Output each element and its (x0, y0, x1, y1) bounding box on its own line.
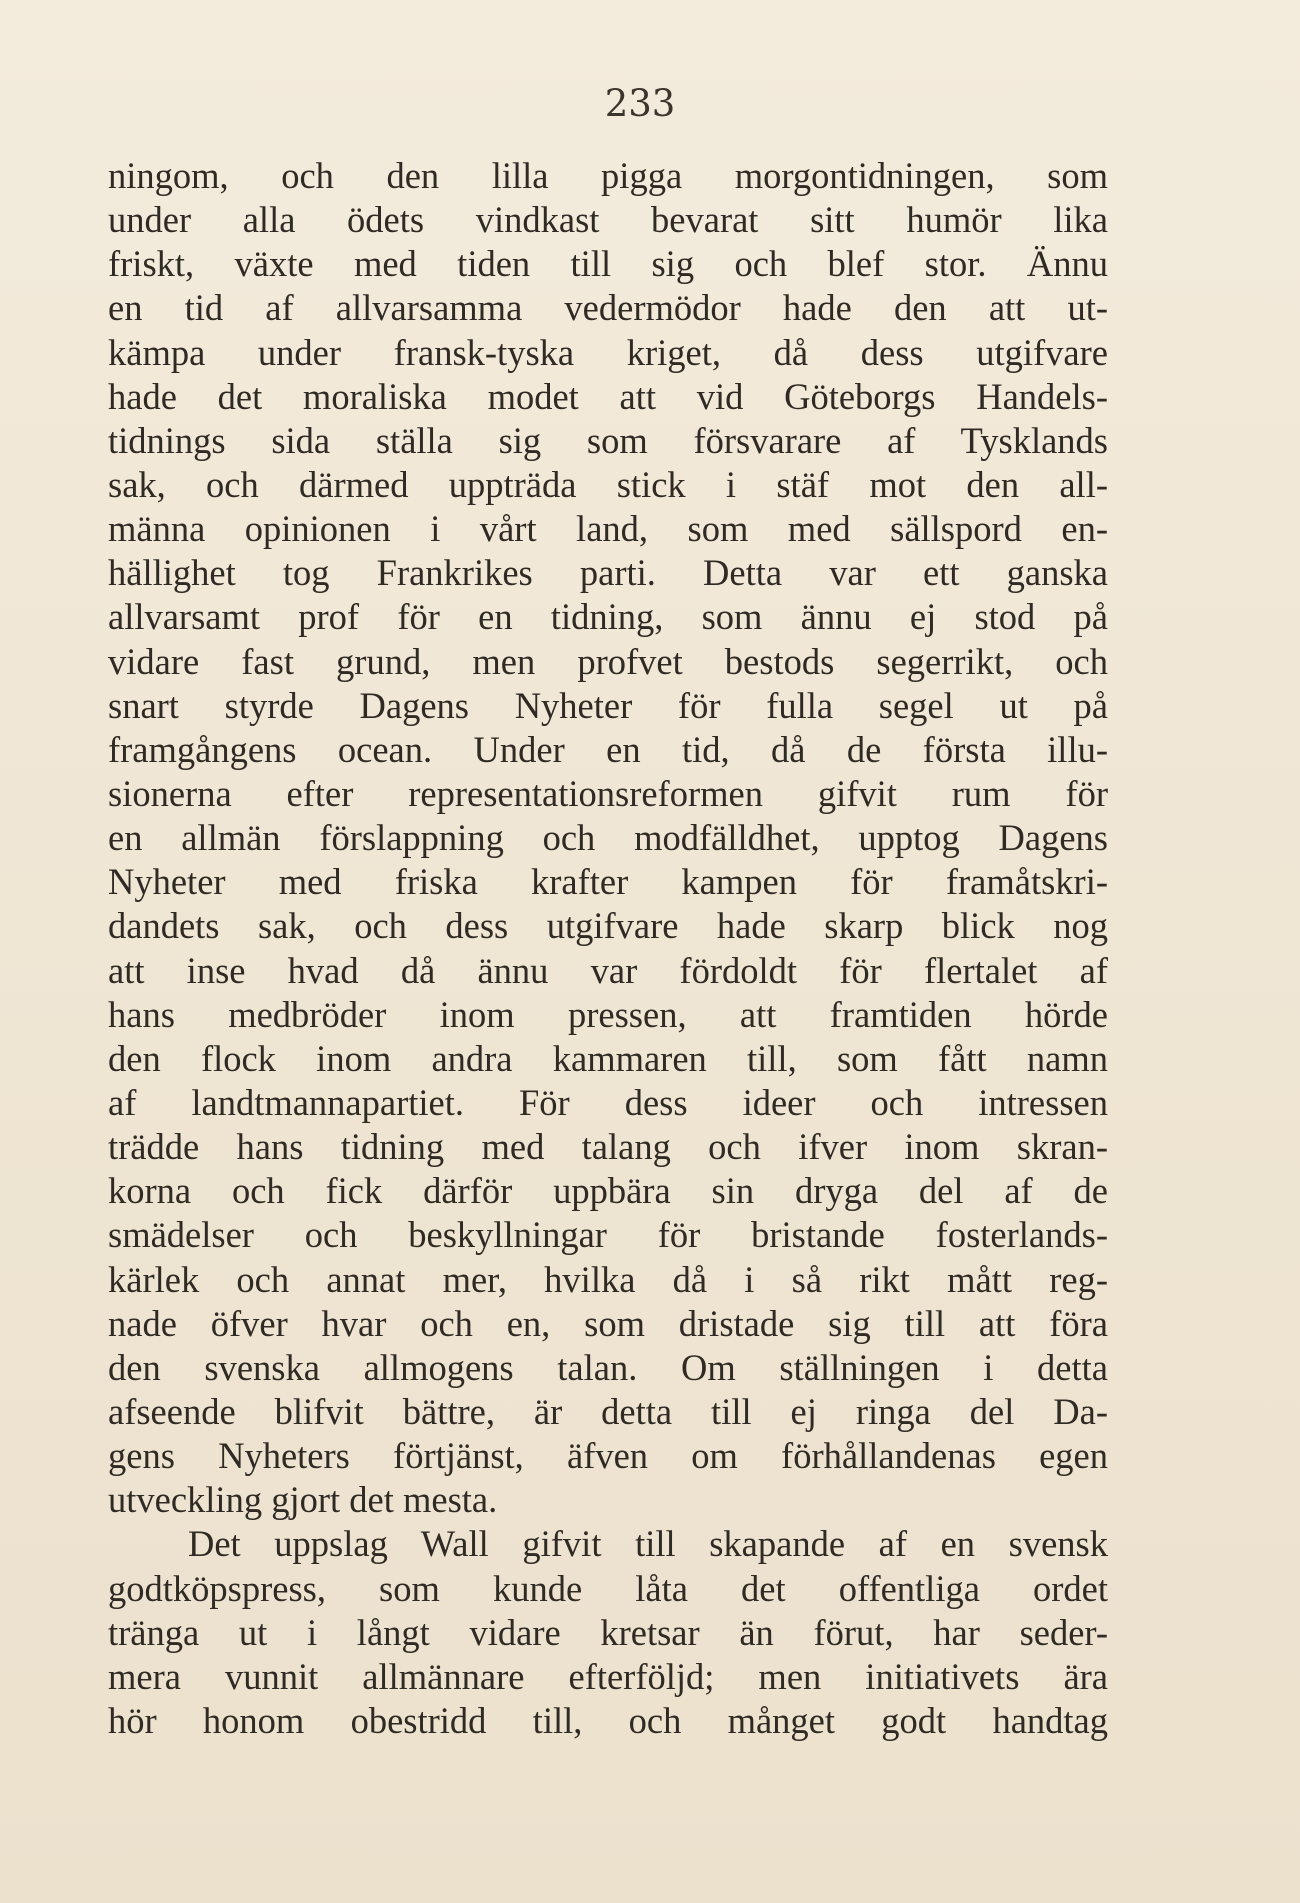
text-line: Nyheter med friska krafter kampen för framåtskri- (108, 861, 1108, 903)
body-text (108, 154, 1108, 1743)
text-line: kämpa under fransk-tyska kriget, då dess utgifvare (108, 331, 1108, 373)
text-line: en tid af allvarsamma vedermödor hade den att ut- (108, 287, 1108, 329)
text-line: gens Nyheters förtjänst, äfven om förhållandenas egen (108, 1435, 1108, 1477)
text-line: hällighet tog Frankrikes parti. Detta var ett ganska (108, 552, 1108, 594)
text-line: hade det moraliska modet att vid Göteborgs Handels- (108, 375, 1108, 417)
text-line: snart styrde Dagens Nyheter för fulla segel ut på (108, 684, 1108, 726)
text-line: korna och fick därför uppbära sin dryga del af de (108, 1170, 1108, 1212)
page-number: 233 (604, 82, 676, 125)
text-line: dandets sak, och dess utgifvare hade skarp blick nog (108, 905, 1108, 947)
text-line: hör honom obestridd till, och månget godt handtag (108, 1699, 1108, 1741)
text-line: den svenska allmogens talan. Om ställningen i detta (108, 1346, 1108, 1388)
text-line: af landtmannapartiet. För dess ideer och intressen (108, 1081, 1108, 1123)
text-line: tidnings sida ställa sig som försvarare af Tysklands (108, 419, 1108, 461)
text-line: mera vunnit allmännare efterföljd; men initiativets ära (108, 1655, 1108, 1697)
text-line: godtköpspress, som kunde låta det offentliga ordet (108, 1567, 1108, 1609)
text-line: kärlek och annat mer, hvilka då i så rikt mått reg- (108, 1258, 1108, 1300)
text-line: att inse hvad då ännu var fördoldt för flertalet af (108, 949, 1108, 991)
text-line: allvarsamt prof för en tidning, som ännu ej stod på (108, 596, 1108, 638)
text-line: den flock inom andra kammaren till, som fått namn (108, 1037, 1108, 1079)
text-line: Det uppslag Wall gifvit till skapande af en svensk (188, 1523, 1108, 1565)
text-line: smädelser och beskyllningar för bristande fosterlands- (108, 1214, 1108, 1256)
text-line: friskt, växte med tiden till sig och blef stor. Ännu (108, 243, 1108, 285)
text-line: afseende blifvit bättre, är detta till ej ringa del Da- (108, 1390, 1108, 1432)
text-line: trädde hans tidning med talang och ifver inom skran- (108, 1126, 1108, 1168)
text-line: tränga ut i långt vidare kretsar än förut, har seder- (108, 1611, 1108, 1653)
text-line: vidare fast grund, men profvet bestods segerrikt, och (108, 640, 1108, 682)
text-line: sionerna efter representationsreformen gifvit rum för (108, 772, 1108, 814)
text-line: nade öfver hvar och en, som dristade sig till att föra (108, 1302, 1108, 1344)
text-line: hans medbröder inom pressen, att framtiden hörde (108, 993, 1108, 1035)
text-line: utveckling gjort det mesta. (108, 1479, 498, 1521)
text-line: ningom, och den lilla pigga morgontidningen, som (108, 155, 1108, 196)
text-line: framgångens ocean. Under en tid, då de första illu- (108, 728, 1108, 770)
text-line: under alla ödets vindkast bevarat sitt humör lika (108, 199, 1108, 241)
text-line: männa opinionen i vårt land, som med sällspord en- (108, 508, 1108, 550)
text-line: sak, och därmed uppträda stick i stäf mot den all- (108, 463, 1108, 505)
text-line: en allmän förslappning och modfälldhet, upptog Dagens (108, 817, 1108, 859)
